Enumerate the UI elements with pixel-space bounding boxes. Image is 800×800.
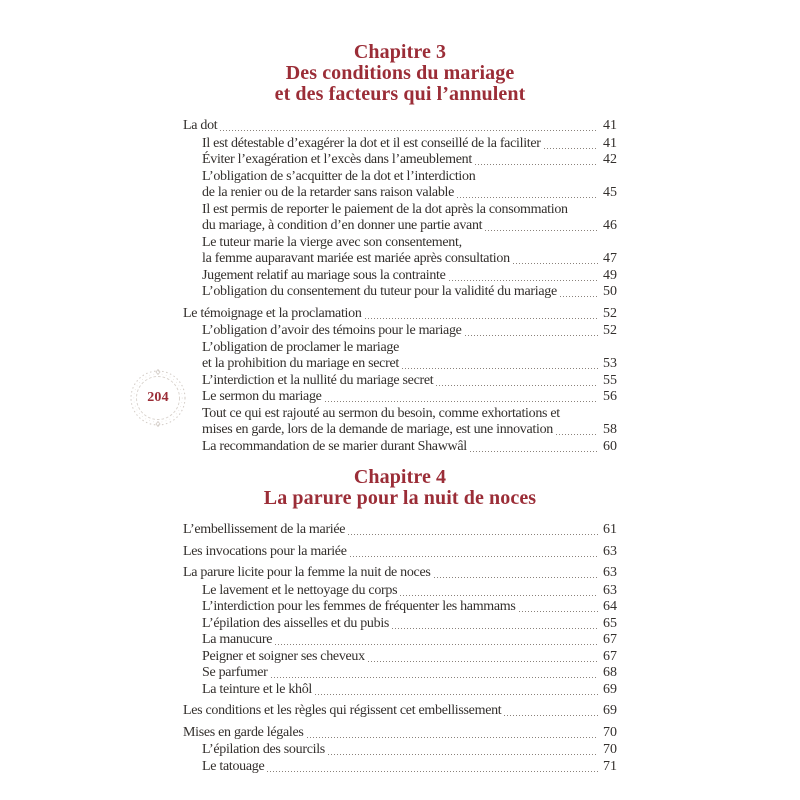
dot-leader xyxy=(465,335,598,336)
toc-line xyxy=(183,306,617,323)
chapter-heading xyxy=(183,467,617,509)
dot-leader xyxy=(449,280,598,281)
toc-entry-text: Il est permis de reporter le paiement de la dot après la consommation xyxy=(202,201,568,217)
toc-section xyxy=(183,467,617,775)
toc-entry xyxy=(183,616,617,633)
chapter-title-line: Des conditions du mariage xyxy=(285,62,515,84)
toc-entry-text: Les invocations pour la mariée xyxy=(183,543,347,559)
toc-entry-text: Le tuteur marie la vierge avec son consentement, xyxy=(202,234,462,250)
toc-entry xyxy=(183,235,617,268)
toc-page-number: 41 xyxy=(603,118,617,133)
toc-entry xyxy=(183,665,617,682)
toc-entry xyxy=(183,389,617,406)
dot-leader xyxy=(365,318,598,319)
toc-page-number: 58 xyxy=(603,422,617,437)
toc-entry xyxy=(183,136,617,153)
toc-entry-text: L’épilation des aisselles et du pubis xyxy=(202,615,390,631)
toc-entry-text: La recommandation de se marier durant Shawwâl xyxy=(202,438,467,454)
dot-leader xyxy=(315,694,598,695)
toc-entry-text: Jugement relatif au mariage sous la contrainte xyxy=(202,267,446,283)
toc-page-number: 68 xyxy=(603,665,617,680)
chapter-title-line: et des facteurs qui l’annulent xyxy=(274,83,526,105)
toc-line xyxy=(183,323,617,340)
dot-leader xyxy=(513,263,598,264)
dot-leader xyxy=(325,401,598,402)
toc-page-number: 60 xyxy=(603,438,617,454)
toc-page-number: 63 xyxy=(603,543,617,559)
toc-sections xyxy=(183,42,617,775)
toc-entry xyxy=(183,649,617,666)
toc-line xyxy=(183,169,617,186)
toc-line xyxy=(183,649,617,666)
toc-page-number: 49 xyxy=(603,267,617,283)
toc-line xyxy=(183,703,617,720)
toc-page-number: 69 xyxy=(603,703,617,718)
dot-leader xyxy=(544,148,598,149)
toc-line xyxy=(183,251,617,268)
toc-entry xyxy=(183,725,617,742)
dot-leader xyxy=(400,595,598,596)
toc-entry xyxy=(183,544,617,561)
toc-entry xyxy=(183,522,617,539)
dot-leader xyxy=(350,556,598,557)
toc-entry xyxy=(183,268,617,285)
toc-page-number: 52 xyxy=(603,305,617,321)
toc-entry xyxy=(183,632,617,649)
toc-entry xyxy=(183,306,617,323)
toc-line xyxy=(183,340,617,357)
toc-page-number: 61 xyxy=(603,522,617,537)
toc-page-number: 56 xyxy=(603,389,617,404)
toc-page-number: 67 xyxy=(603,648,617,664)
toc-line xyxy=(183,599,617,616)
dot-leader xyxy=(220,130,598,131)
toc-line xyxy=(183,373,617,390)
toc-line xyxy=(183,583,617,600)
toc-entry-text: mises en garde, lors de la demande de mariage, est une innovation xyxy=(202,422,553,437)
toc-entry-text: L’épilation des sourcils xyxy=(202,742,325,757)
dot-leader xyxy=(485,230,598,231)
toc-line xyxy=(183,439,617,456)
toc-line xyxy=(183,185,617,202)
toc-entry xyxy=(183,373,617,390)
toc-entry-text: La dot xyxy=(183,118,218,133)
toc-entry xyxy=(183,599,617,616)
dot-leader xyxy=(519,611,598,612)
dot-leader xyxy=(560,296,598,297)
toc-entry-text: La parure licite pour la femme la nuit de noces xyxy=(183,565,431,580)
toc-entry xyxy=(183,406,617,439)
toc-line xyxy=(183,665,617,682)
dot-leader xyxy=(271,677,598,678)
toc-entry-text: et la prohibition du mariage en secret xyxy=(202,356,399,371)
toc-entry xyxy=(183,202,617,235)
dot-leader xyxy=(470,451,598,452)
toc-page-number: 45 xyxy=(603,185,617,200)
toc-entry-text: Le sermon du mariage xyxy=(202,389,322,404)
toc-line xyxy=(183,544,617,561)
toc-entry-text: L’interdiction et la nullité du mariage secret xyxy=(202,372,434,388)
dot-leader xyxy=(348,534,598,535)
toc-line xyxy=(183,632,617,649)
dot-leader xyxy=(392,628,598,629)
toc-entry-text: Peigner et soigner ses cheveux xyxy=(202,648,365,664)
toc-line xyxy=(183,235,617,252)
chapter-label: Chapitre 3 xyxy=(353,41,447,63)
toc-line xyxy=(183,422,617,439)
toc-entry-text: L’obligation d’avoir des témoins pour le mariage xyxy=(202,323,462,338)
toc-line xyxy=(183,742,617,759)
toc-page-number: 47 xyxy=(603,251,617,266)
toc-line xyxy=(183,284,617,301)
dot-leader xyxy=(402,368,598,369)
toc-entry-text: Se parfumer xyxy=(202,665,268,680)
toc-entry-text: Tout ce qui est rajouté au sermon du besoin, comme exhortations et xyxy=(202,405,560,421)
toc-line xyxy=(183,759,617,776)
toc-page-number: 42 xyxy=(603,152,617,167)
toc-entry xyxy=(183,340,617,373)
toc-entry xyxy=(183,565,617,582)
toc-entry xyxy=(183,583,617,600)
dot-leader xyxy=(556,434,598,435)
toc-entry-text: L’obligation de proclamer le mariage xyxy=(202,339,400,355)
toc-page-number: 52 xyxy=(603,323,617,338)
toc-page-number: 64 xyxy=(603,599,617,614)
toc-page-number: 53 xyxy=(603,356,617,371)
chapter-label: Chapitre 4 xyxy=(353,466,447,488)
dot-leader xyxy=(275,644,598,645)
dot-leader xyxy=(436,385,598,386)
dot-leader xyxy=(307,737,598,738)
dot-leader xyxy=(457,197,598,198)
toc-entry xyxy=(183,323,617,340)
toc-page-number: 71 xyxy=(603,758,617,774)
toc-page-number: 41 xyxy=(603,135,617,151)
toc-entry-text: La teinture et le khôl xyxy=(202,681,313,697)
toc-entry-text: Mises en garde légales xyxy=(183,724,304,740)
toc-entry-text: du mariage, à condition d’en donner une partie avant xyxy=(202,218,483,233)
toc-entry-text: Éviter l’exagération et l’excès dans l’ameublement xyxy=(202,152,472,167)
toc-section xyxy=(183,42,617,455)
toc-entry-text: Le lavement et le nettoyage du corps xyxy=(202,582,398,598)
toc-entry xyxy=(183,439,617,456)
toc-entry xyxy=(183,682,617,699)
chapter-heading xyxy=(183,42,617,105)
toc-entry-text: L’interdiction pour les femmes de fréquenter les hammams xyxy=(202,599,516,614)
page-number: 204 xyxy=(147,390,169,405)
toc-line xyxy=(183,406,617,423)
toc-line xyxy=(183,565,617,582)
dot-leader xyxy=(267,771,598,772)
toc-line xyxy=(183,202,617,219)
toc-entry xyxy=(183,118,617,135)
toc-page-number: 63 xyxy=(603,565,617,580)
toc-entry-text: La manucure xyxy=(202,632,273,647)
toc-entry-text: de la renier ou de la retarder sans raison valable xyxy=(202,185,455,200)
toc-line xyxy=(183,725,617,742)
toc-entry-text: Les conditions et les règles qui régissent cet embellissement xyxy=(183,703,502,718)
toc-line xyxy=(183,118,617,135)
toc-line xyxy=(183,152,617,169)
toc-line xyxy=(183,268,617,285)
toc-entry-text: la femme auparavant mariée est mariée après consultation xyxy=(202,251,510,266)
toc-page-number: 46 xyxy=(603,218,617,233)
toc-line xyxy=(183,522,617,539)
toc-entry xyxy=(183,284,617,301)
toc-entry xyxy=(183,152,617,169)
toc-line xyxy=(183,136,617,153)
dot-leader xyxy=(368,661,598,662)
toc-page-number: 55 xyxy=(603,372,617,388)
toc-page-number: 67 xyxy=(603,632,617,647)
toc-line xyxy=(183,218,617,235)
toc-line xyxy=(183,389,617,406)
dot-leader xyxy=(328,754,598,755)
toc-entry-text: L’obligation de s’acquitter de la dot et l’interdiction xyxy=(202,168,476,184)
toc-line xyxy=(183,616,617,633)
toc-entry-text: Le tatouage xyxy=(202,758,265,774)
toc-page-number: 63 xyxy=(603,582,617,598)
dot-leader xyxy=(434,577,598,578)
toc-list xyxy=(183,118,617,455)
toc-line xyxy=(183,356,617,373)
toc-entry-text: L’obligation du consentement du tuteur pour la validité du mariage xyxy=(202,284,557,299)
page-number-badge xyxy=(129,369,187,427)
dot-leader xyxy=(504,715,598,716)
toc-page-number: 65 xyxy=(603,615,617,631)
toc-page-number: 70 xyxy=(603,742,617,757)
chapter-title-line: La parure pour la nuit de noces xyxy=(263,487,537,509)
toc-list xyxy=(183,522,617,775)
toc-page-number: 69 xyxy=(603,681,617,697)
toc-page-number: 50 xyxy=(603,284,617,299)
toc-entry xyxy=(183,703,617,720)
toc-entry xyxy=(183,759,617,776)
toc-entry xyxy=(183,742,617,759)
toc-entry xyxy=(183,169,617,202)
toc-entry-text: Le témoignage et la proclamation xyxy=(183,305,362,321)
toc-entry-text: Il est détestable d’exagérer la dot et il est conseillé de la faciliter xyxy=(202,135,541,151)
toc-entry-text: L’embellissement de la mariée xyxy=(183,522,346,537)
toc-line xyxy=(183,682,617,699)
toc-page-number: 70 xyxy=(603,724,617,740)
dot-leader xyxy=(475,164,598,165)
